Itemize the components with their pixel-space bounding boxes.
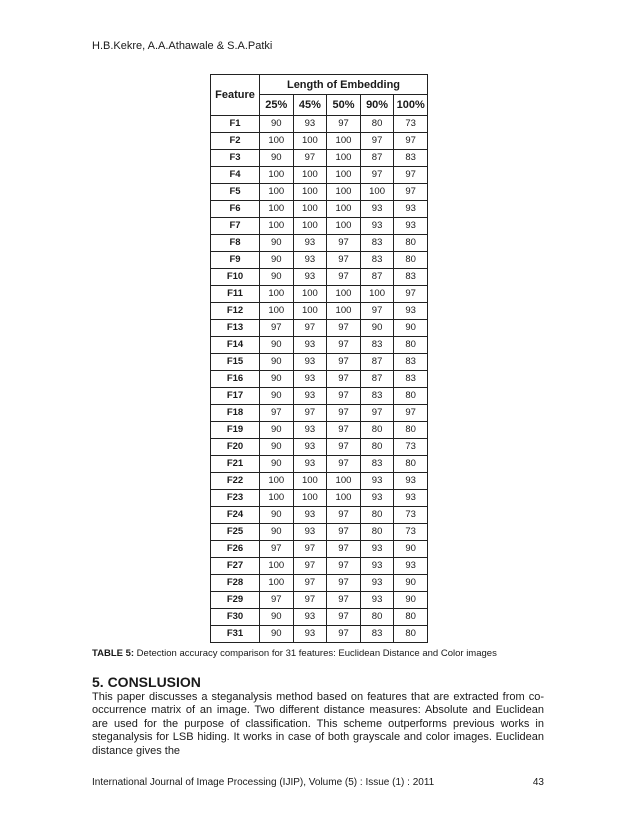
accuracy-cell: 80 (394, 388, 428, 405)
accuracy-cell: 100 (293, 303, 327, 320)
accuracy-cell: 80 (360, 609, 394, 626)
accuracy-cell: 100 (293, 473, 327, 490)
accuracy-cell: 83 (360, 337, 394, 354)
accuracy-cell: 83 (394, 150, 428, 167)
accuracy-cell: 93 (394, 558, 428, 575)
table-row (211, 167, 428, 184)
accuracy-cell: 97 (327, 524, 361, 541)
accuracy-cell: 90 (394, 320, 428, 337)
accuracy-cell: 97 (293, 320, 327, 337)
accuracy-cell: 90 (260, 337, 294, 354)
table-row (211, 218, 428, 235)
accuracy-cell: 97 (327, 507, 361, 524)
table-row (211, 269, 428, 286)
accuracy-cell: 97 (327, 456, 361, 473)
table-row (211, 201, 428, 218)
accuracy-cell: 100 (260, 473, 294, 490)
accuracy-cell: 93 (360, 558, 394, 575)
accuracy-cell: 90 (260, 439, 294, 456)
table-row (211, 235, 428, 252)
accuracy-cell: 97 (260, 405, 294, 422)
feature-name-cell: F26 (211, 541, 260, 558)
accuracy-cell: 97 (260, 592, 294, 609)
accuracy-cell: 100 (293, 201, 327, 218)
feature-name-cell: F15 (211, 354, 260, 371)
table-row (211, 490, 428, 507)
table-row (211, 133, 428, 150)
table-body (211, 116, 428, 643)
accuracy-cell: 93 (293, 371, 327, 388)
feature-name-cell: F18 (211, 405, 260, 422)
accuracy-cell: 90 (394, 541, 428, 558)
table-row (211, 354, 428, 371)
feature-name-cell: F8 (211, 235, 260, 252)
accuracy-cell: 97 (293, 150, 327, 167)
accuracy-cell: 83 (360, 626, 394, 643)
accuracy-cell: 97 (394, 405, 428, 422)
accuracy-cell: 83 (394, 371, 428, 388)
accuracy-cell: 93 (394, 218, 428, 235)
running-header: H.B.Kekre, A.A.Athawale & S.A.Patki (92, 40, 273, 52)
accuracy-cell: 90 (260, 269, 294, 286)
table-header-row (211, 75, 428, 95)
accuracy-cell: 90 (260, 371, 294, 388)
accuracy-cell: 93 (360, 218, 394, 235)
embedding-group-header: Length of Embedding (260, 75, 428, 95)
accuracy-cell: 100 (260, 575, 294, 592)
table-row (211, 388, 428, 405)
accuracy-cell: 97 (327, 116, 361, 133)
accuracy-cell: 83 (394, 269, 428, 286)
feature-name-cell: F31 (211, 626, 260, 643)
feature-name-cell: F1 (211, 116, 260, 133)
accuracy-cell: 97 (394, 167, 428, 184)
feature-name-cell: F2 (211, 133, 260, 150)
accuracy-cell: 83 (360, 252, 394, 269)
accuracy-cell: 97 (360, 167, 394, 184)
accuracy-cell: 100 (327, 490, 361, 507)
accuracy-cell: 80 (394, 422, 428, 439)
accuracy-cell: 97 (260, 541, 294, 558)
accuracy-cell: 93 (293, 252, 327, 269)
section-body: This paper discusses a steganalysis method based on features that are extracted from co-occurrence matrix of an image. Two different distance measures: Absolute and Euclidean are used for the purpose of classification. This scheme outperforms previous works in steganalysis for LSB hiding. It works in case of both grayscale and color images. Euclidean distance gives the (92, 691, 544, 757)
accuracy-cell: 100 (293, 218, 327, 235)
accuracy-cell: 97 (327, 371, 361, 388)
feature-name-cell: F17 (211, 388, 260, 405)
accuracy-cell: 97 (327, 609, 361, 626)
accuracy-cell: 97 (293, 558, 327, 575)
accuracy-cell: 93 (293, 507, 327, 524)
accuracy-cell: 90 (260, 422, 294, 439)
accuracy-cell: 93 (293, 354, 327, 371)
accuracy-cell: 93 (360, 201, 394, 218)
accuracy-cell: 100 (293, 184, 327, 201)
accuracy-cell: 87 (360, 150, 394, 167)
accuracy-cell: 100 (327, 201, 361, 218)
accuracy-cell: 97 (327, 388, 361, 405)
accuracy-cell: 93 (293, 235, 327, 252)
accuracy-cell: 80 (360, 439, 394, 456)
accuracy-cell: 100 (260, 303, 294, 320)
table-row (211, 405, 428, 422)
accuracy-cell: 97 (293, 592, 327, 609)
table-caption (92, 648, 497, 659)
accuracy-cell: 93 (293, 269, 327, 286)
accuracy-cell: 93 (293, 626, 327, 643)
feature-name-cell: F11 (211, 286, 260, 303)
accuracy-cell: 90 (260, 150, 294, 167)
accuracy-cell: 100 (327, 303, 361, 320)
accuracy-cell: 87 (360, 354, 394, 371)
accuracy-cell: 97 (293, 575, 327, 592)
accuracy-cell: 73 (394, 116, 428, 133)
table-row (211, 626, 428, 643)
accuracy-cell: 93 (394, 473, 428, 490)
feature-name-cell: F28 (211, 575, 260, 592)
feature-name-cell: F7 (211, 218, 260, 235)
accuracy-cell: 93 (360, 473, 394, 490)
accuracy-cell: 97 (327, 575, 361, 592)
accuracy-cell: 80 (360, 507, 394, 524)
accuracy-cell: 97 (327, 558, 361, 575)
feature-name-cell: F10 (211, 269, 260, 286)
feature-name-cell: F29 (211, 592, 260, 609)
accuracy-cell: 83 (360, 388, 394, 405)
accuracy-cell: 100 (293, 167, 327, 184)
accuracy-cell: 87 (360, 371, 394, 388)
accuracy-cell: 100 (260, 558, 294, 575)
feature-name-cell: F14 (211, 337, 260, 354)
table-row (211, 337, 428, 354)
accuracy-cell: 97 (293, 541, 327, 558)
table-row (211, 303, 428, 320)
accuracy-cell: 97 (327, 252, 361, 269)
accuracy-cell: 93 (293, 439, 327, 456)
accuracy-cell: 90 (260, 524, 294, 541)
accuracy-cell: 97 (327, 626, 361, 643)
accuracy-cell: 100 (260, 201, 294, 218)
feature-name-cell: F4 (211, 167, 260, 184)
accuracy-cell: 100 (360, 286, 394, 303)
accuracy-cell: 97 (327, 337, 361, 354)
accuracy-cell: 90 (260, 456, 294, 473)
accuracy-cell: 83 (394, 354, 428, 371)
feature-name-cell: F19 (211, 422, 260, 439)
accuracy-cell: 97 (327, 320, 361, 337)
accuracy-cell: 97 (327, 235, 361, 252)
accuracy-cell: 90 (360, 320, 394, 337)
table-row (211, 558, 428, 575)
feature-name-cell: F5 (211, 184, 260, 201)
accuracy-cell: 100 (260, 286, 294, 303)
accuracy-cell: 80 (360, 524, 394, 541)
accuracy-cell: 73 (394, 439, 428, 456)
accuracy-cell: 80 (394, 456, 428, 473)
accuracy-cell: 100 (327, 184, 361, 201)
accuracy-cell: 90 (260, 388, 294, 405)
accuracy-cell: 100 (260, 218, 294, 235)
accuracy-cell: 97 (327, 422, 361, 439)
table-row (211, 422, 428, 439)
accuracy-cell: 93 (293, 116, 327, 133)
accuracy-cell: 97 (360, 405, 394, 422)
accuracy-cell: 97 (394, 184, 428, 201)
accuracy-cell: 100 (327, 150, 361, 167)
accuracy-cell: 93 (360, 490, 394, 507)
accuracy-cell: 100 (327, 286, 361, 303)
caption-label: TABLE 5: (92, 648, 135, 659)
accuracy-cell: 100 (293, 133, 327, 150)
table-row (211, 252, 428, 269)
table-row (211, 184, 428, 201)
accuracy-cell: 97 (360, 303, 394, 320)
table-row (211, 507, 428, 524)
accuracy-cell: 97 (360, 133, 394, 150)
table-row (211, 473, 428, 490)
feature-name-cell: F12 (211, 303, 260, 320)
table-row (211, 371, 428, 388)
column-header: 45% (293, 95, 327, 116)
page-footer (92, 777, 544, 788)
table-row (211, 286, 428, 303)
accuracy-cell: 97 (293, 405, 327, 422)
feature-name-cell: F9 (211, 252, 260, 269)
feature-name-cell: F13 (211, 320, 260, 337)
feature-name-cell: F20 (211, 439, 260, 456)
accuracy-cell: 93 (394, 201, 428, 218)
accuracy-cell: 97 (394, 286, 428, 303)
accuracy-cell: 93 (293, 388, 327, 405)
accuracy-cell: 93 (360, 541, 394, 558)
accuracy-cell: 97 (327, 269, 361, 286)
accuracy-cell: 97 (260, 320, 294, 337)
table-row (211, 456, 428, 473)
accuracy-cell: 93 (293, 337, 327, 354)
accuracy-cell: 100 (360, 184, 394, 201)
accuracy-cell: 90 (394, 592, 428, 609)
accuracy-cell: 90 (260, 626, 294, 643)
table-row (211, 439, 428, 456)
accuracy-cell: 93 (293, 524, 327, 541)
accuracy-cell: 100 (293, 286, 327, 303)
accuracy-cell: 97 (327, 405, 361, 422)
accuracy-cell: 80 (360, 422, 394, 439)
table-row (211, 320, 428, 337)
accuracy-cell: 90 (260, 235, 294, 252)
accuracy-cell: 100 (293, 490, 327, 507)
accuracy-cell: 90 (394, 575, 428, 592)
accuracy-cell: 73 (394, 524, 428, 541)
accuracy-cell: 80 (394, 252, 428, 269)
column-header: 100% (394, 95, 428, 116)
table-row (211, 592, 428, 609)
accuracy-cell: 93 (394, 303, 428, 320)
column-header: 25% (260, 95, 294, 116)
feature-name-cell: F27 (211, 558, 260, 575)
results-table (210, 74, 428, 643)
accuracy-cell: 90 (260, 507, 294, 524)
accuracy-cell: 100 (327, 473, 361, 490)
feature-name-cell: F24 (211, 507, 260, 524)
accuracy-cell: 97 (327, 541, 361, 558)
accuracy-cell: 90 (260, 116, 294, 133)
accuracy-cell: 97 (327, 354, 361, 371)
accuracy-cell: 73 (394, 507, 428, 524)
accuracy-cell: 93 (360, 592, 394, 609)
feature-column-header: Feature (211, 75, 260, 116)
section-title: 5. CONSLUSION (92, 674, 201, 690)
accuracy-cell: 93 (394, 490, 428, 507)
column-header: 50% (327, 95, 361, 116)
feature-name-cell: F3 (211, 150, 260, 167)
feature-name-cell: F22 (211, 473, 260, 490)
accuracy-cell: 80 (394, 337, 428, 354)
caption-text: Detection accuracy comparison for 31 features: Euclidean Distance and Color images (134, 648, 497, 659)
feature-name-cell: F23 (211, 490, 260, 507)
table-row (211, 116, 428, 133)
accuracy-cell: 90 (260, 354, 294, 371)
accuracy-cell: 80 (394, 626, 428, 643)
feature-name-cell: F21 (211, 456, 260, 473)
journal-citation: International Journal of Image Processing (IJIP), Volume (5) : Issue (1) : 2011 (92, 777, 435, 788)
accuracy-cell: 93 (360, 575, 394, 592)
accuracy-cell: 100 (327, 133, 361, 150)
accuracy-cell: 80 (360, 116, 394, 133)
accuracy-cell: 100 (327, 218, 361, 235)
accuracy-cell: 93 (293, 456, 327, 473)
accuracy-cell: 100 (260, 167, 294, 184)
feature-name-cell: F16 (211, 371, 260, 388)
accuracy-cell: 97 (394, 133, 428, 150)
table-row (211, 609, 428, 626)
feature-name-cell: F25 (211, 524, 260, 541)
accuracy-cell: 93 (293, 422, 327, 439)
accuracy-cell: 100 (260, 184, 294, 201)
table-row (211, 524, 428, 541)
accuracy-cell: 80 (394, 235, 428, 252)
table-row (211, 150, 428, 167)
column-header: 90% (360, 95, 394, 116)
accuracy-cell: 83 (360, 456, 394, 473)
page-number: 43 (532, 777, 544, 788)
accuracy-cell: 90 (260, 252, 294, 269)
accuracy-cell: 100 (327, 167, 361, 184)
accuracy-cell: 93 (293, 609, 327, 626)
feature-name-cell: F30 (211, 609, 260, 626)
accuracy-cell: 100 (260, 490, 294, 507)
table-row (211, 541, 428, 558)
accuracy-cell: 80 (394, 609, 428, 626)
accuracy-cell: 87 (360, 269, 394, 286)
accuracy-cell: 100 (260, 133, 294, 150)
accuracy-cell: 83 (360, 235, 394, 252)
feature-name-cell: F6 (211, 201, 260, 218)
table-row (211, 575, 428, 592)
accuracy-cell: 97 (327, 592, 361, 609)
accuracy-cell: 97 (327, 439, 361, 456)
accuracy-cell: 90 (260, 609, 294, 626)
